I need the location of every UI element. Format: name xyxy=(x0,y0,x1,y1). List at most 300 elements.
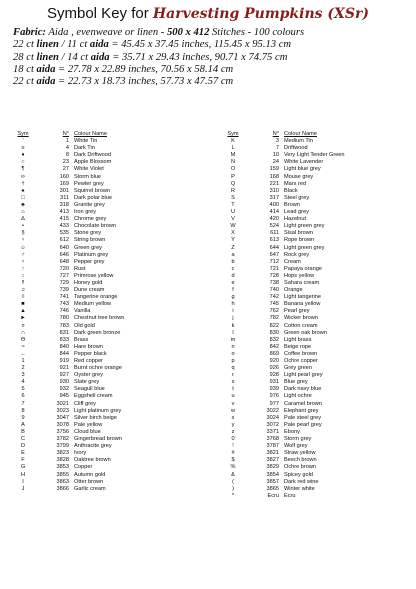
floss-number-cell: 783 xyxy=(59,322,69,329)
table-row xyxy=(10,237,184,244)
header-num: N° xyxy=(272,131,279,137)
colour-name-cell: Driftwood xyxy=(284,145,308,152)
floss-number-cell: 3828 xyxy=(56,457,69,464)
fabric-line xyxy=(13,27,304,39)
floss-number-cell: 762 xyxy=(269,308,279,315)
floss-number-cell: 3 xyxy=(275,138,279,145)
table-row xyxy=(10,472,184,479)
floss-number-cell: 712 xyxy=(269,258,279,265)
symbol-cell: • xyxy=(22,223,24,230)
table-row xyxy=(10,479,184,486)
colour-name-cell: Primrose yellow xyxy=(74,272,114,279)
symbol-cell: U xyxy=(230,209,236,216)
colour-name-cell: Brown xyxy=(284,201,300,208)
symbol-cell: E xyxy=(21,450,25,457)
floss-number-cell: 721 xyxy=(269,265,279,272)
table-row xyxy=(220,145,394,152)
floss-number-cell: 729 xyxy=(59,279,69,286)
table-header xyxy=(220,131,394,138)
symbol-cell: o xyxy=(231,350,235,357)
colour-name-cell: Ivory xyxy=(74,450,87,457)
colour-name-cell: Brass xyxy=(74,336,89,343)
symbol-cell: * xyxy=(231,492,235,499)
colour-name-cell: Light brass xyxy=(284,336,312,343)
table-row xyxy=(220,259,394,266)
colour-name-cell: String brown xyxy=(74,237,106,244)
header-name: Colour Name xyxy=(74,131,107,137)
table-row xyxy=(220,330,394,337)
table-row xyxy=(10,174,184,181)
floss-number-cell: 3823 xyxy=(56,450,69,457)
floss-number-cell: 3854 xyxy=(266,471,279,478)
colour-name-cell: Sisal brown xyxy=(284,230,313,237)
symbol-cell: Θ xyxy=(20,336,26,343)
symbol-cell: ← xyxy=(20,350,26,357)
symbol-cell: ( xyxy=(232,478,234,485)
colour-name-cell: Dark navy blue xyxy=(284,386,322,393)
colour-name-cell: Hops yellow xyxy=(284,272,315,279)
design-name: Harvesting Pumpkins (XSr) xyxy=(152,6,369,22)
floss-number-cell: 646 xyxy=(59,251,69,258)
table-row xyxy=(220,472,394,479)
table-row xyxy=(220,252,394,259)
symbol-cell: ¶ xyxy=(21,166,25,173)
colour-name-cell: Tangerine orange xyxy=(74,294,118,301)
table-row xyxy=(10,351,184,358)
colour-name-cell: Hazelnut xyxy=(284,216,307,223)
symbol-cell: C xyxy=(20,436,26,443)
floss-number-cell: 976 xyxy=(269,393,279,400)
table-row xyxy=(220,323,394,330)
floss-number-cell: 780 xyxy=(59,315,69,322)
colour-name-cell: Banana yellow xyxy=(284,301,321,308)
table-row xyxy=(10,308,184,315)
symbol-cell: h xyxy=(231,301,235,308)
symbol-cell: x xyxy=(231,414,235,421)
size-line: 28 ct linen / 14 ct aida = 35.71 x 29.43 inches, 90.71 x 74.75 cm xyxy=(13,51,288,63)
colour-name-cell: Ecru xyxy=(284,492,296,499)
colour-name-cell: Papaya orange xyxy=(284,265,322,272)
floss-number-cell: 648 xyxy=(59,258,69,265)
table-row xyxy=(10,401,184,408)
colour-name-cell: Ochre brown xyxy=(284,464,317,471)
floss-number-cell: 3827 xyxy=(266,457,279,464)
table-row xyxy=(10,436,184,443)
table-row xyxy=(220,337,394,344)
floss-number-cell: 844 xyxy=(59,350,69,357)
colour-name-cell: Green oak brown xyxy=(284,329,327,336)
symbol-cell: m xyxy=(230,336,236,343)
table-row xyxy=(220,138,394,145)
colour-name-cell: Storm grey xyxy=(284,436,312,443)
table-row xyxy=(220,365,394,372)
symbol-cell: d xyxy=(231,272,235,279)
floss-number-cell: 413 xyxy=(59,209,69,216)
table-row xyxy=(220,308,394,315)
colour-name-cell: Light blue grey xyxy=(284,166,321,173)
table-row xyxy=(220,223,394,230)
table-row xyxy=(10,259,184,266)
symbol-cell: y xyxy=(231,421,235,428)
colour-name-cell: White Lavender xyxy=(284,159,324,166)
symbol-cell: 7 xyxy=(21,400,25,407)
symbol-cell: N xyxy=(230,159,236,166)
colour-name-cell: Garlic cream xyxy=(74,485,106,492)
colour-name-cell: Eggshell cream xyxy=(74,393,113,400)
symbol-cell: L xyxy=(231,145,235,152)
table-row xyxy=(10,365,184,372)
colour-name-cell: Storm blue xyxy=(74,173,102,180)
table-row xyxy=(220,266,394,273)
table-row xyxy=(10,266,184,273)
symbol-cell: T xyxy=(231,201,235,208)
colour-name-cell: Beige rope xyxy=(284,343,312,350)
symbol-cell: 0 xyxy=(231,436,235,443)
title-prefix: Symbol Key for xyxy=(47,5,149,22)
symbol-cell: I xyxy=(22,478,24,485)
symbol-cell: ♣ xyxy=(21,201,25,208)
colour-name-cell: Ebony xyxy=(284,428,300,435)
symbol-cell: ↕ xyxy=(21,272,25,279)
floss-number-cell: 415 xyxy=(59,216,69,223)
table-row xyxy=(220,358,394,365)
floss-number-cell: 524 xyxy=(269,223,279,230)
table-row xyxy=(10,230,184,237)
colour-name-cell: Hare brown xyxy=(74,343,103,350)
floss-number-cell: 741 xyxy=(59,294,69,301)
symbol-cell: 4 xyxy=(21,379,25,386)
floss-number-cell: 317 xyxy=(269,194,279,201)
floss-number-cell: 3023 xyxy=(56,407,69,414)
table-row xyxy=(10,273,184,280)
table-row xyxy=(10,202,184,209)
floss-number-cell: 926 xyxy=(269,365,279,372)
floss-number-cell: 3799 xyxy=(56,443,69,450)
symbol-cell: ♀ xyxy=(20,258,26,265)
floss-number-cell: 740 xyxy=(269,287,279,294)
colour-name-cell: Slate grey xyxy=(74,379,100,386)
colour-name-cell: Elephant grey xyxy=(284,407,319,414)
table-row xyxy=(10,245,184,252)
symbol-cell: F xyxy=(21,457,25,464)
fabric-label: Fabric: xyxy=(13,27,46,38)
table-row xyxy=(10,294,184,301)
symbol-cell: ≡ xyxy=(21,145,25,152)
colour-name-cell: Dark Driftwood xyxy=(74,152,111,159)
colour-name-cell: Pearl grey xyxy=(284,308,310,315)
table-header xyxy=(10,131,184,138)
colour-name-cell: Light tangerine xyxy=(284,294,322,301)
colour-name-cell: Otter brown xyxy=(74,478,104,485)
fabric-types: Aida , evenweave or linen - xyxy=(45,27,167,38)
colour-name-cell: Orange xyxy=(284,287,303,294)
symbol-cell: u xyxy=(231,393,235,400)
floss-number-cell: 3857 xyxy=(266,478,279,485)
table-row xyxy=(10,195,184,202)
colour-name-cell: Pewter grey xyxy=(74,180,104,187)
floss-number-cell: Ecru xyxy=(267,492,279,499)
symbol-cell: ♦ xyxy=(21,152,25,159)
colour-name-cell: Vanilla xyxy=(74,308,91,315)
table-row xyxy=(220,464,394,471)
table-row xyxy=(220,493,394,500)
symbol-cell: J xyxy=(21,485,25,492)
symbol-cell: ∆ xyxy=(21,216,25,223)
table-row xyxy=(10,252,184,259)
colour-name-cell: Light green grey xyxy=(284,223,325,230)
floss-number-cell: 840 xyxy=(59,343,69,350)
table-row xyxy=(220,408,394,415)
floss-number-cell: 720 xyxy=(59,265,69,272)
floss-number-cell: 869 xyxy=(269,350,279,357)
symbol-cell: ′ xyxy=(22,138,24,145)
table-row xyxy=(10,323,184,330)
table-row xyxy=(10,287,184,294)
floss-number-cell: 221 xyxy=(269,180,279,187)
floss-number-cell: 318 xyxy=(59,201,69,208)
floss-number-cell: 728 xyxy=(269,272,279,279)
symbol-cell: Y xyxy=(231,237,235,244)
symbol-cell: 2 xyxy=(21,365,25,372)
colour-name-cell: Steel grey xyxy=(284,194,310,201)
floss-number-cell: 27 xyxy=(62,166,69,173)
table-row xyxy=(220,429,394,436)
floss-number-cell: 3821 xyxy=(266,450,279,457)
floss-number-cell: 159 xyxy=(269,166,279,173)
table-row xyxy=(10,330,184,337)
symbol-cell: D xyxy=(20,443,26,450)
floss-number-cell: 743 xyxy=(59,301,69,308)
symbol-cell: & xyxy=(231,471,235,478)
colour-name-cell: Straw yellow xyxy=(284,450,316,457)
table-row xyxy=(10,372,184,379)
table-row xyxy=(10,315,184,322)
table-row xyxy=(10,223,184,230)
symbol-cell: w xyxy=(230,407,236,414)
symbol-cell: q xyxy=(231,365,235,372)
symbol-cell: 1 xyxy=(21,358,25,364)
table-row xyxy=(220,209,394,216)
header-sym: Sym xyxy=(227,131,239,137)
floss-number-cell: 921 xyxy=(59,365,69,372)
colour-name-cell: Granite grey xyxy=(74,201,105,208)
colour-name-cell: Medium Tin xyxy=(284,138,313,145)
symbol-cell: t xyxy=(232,386,234,393)
colour-name-cell: Honey gold xyxy=(74,279,103,286)
stitch-count: 500 x 412 xyxy=(166,27,210,38)
table-row xyxy=(10,159,184,166)
symbol-cell: z xyxy=(231,428,235,435)
floss-number-cell: 647 xyxy=(269,251,279,258)
header-name: Colour Name xyxy=(284,131,317,137)
colour-name-cell: Chrome grey xyxy=(74,216,107,223)
colour-name-cell: Lead grey xyxy=(284,209,309,216)
symbol-cell: B xyxy=(21,428,25,435)
table-row xyxy=(10,152,184,159)
colour-name-cell: Chocolate brown xyxy=(74,223,116,230)
colour-name-cell: Cotton cream xyxy=(284,322,318,329)
colour-name-cell: Coffee brown xyxy=(284,350,318,357)
symbol-cell: A xyxy=(21,421,25,428)
floss-number-cell: 3768 xyxy=(266,436,279,443)
symbol-cell: 9 xyxy=(21,414,25,421)
floss-number-cell: 414 xyxy=(269,209,279,216)
table-row xyxy=(220,415,394,422)
floss-number-cell: 745 xyxy=(269,301,279,308)
size-line: 22 ct linen / 11 ct aida = 45.45 x 37.45 inches, 115.45 x 95.13 cm xyxy=(13,39,292,51)
table-row xyxy=(220,379,394,386)
colour-name-cell: Light platinum grey xyxy=(74,407,122,414)
symbol-cell: § xyxy=(21,230,25,237)
table-row xyxy=(10,216,184,223)
symbol-cell: ♫ xyxy=(20,287,26,294)
floss-number-cell: 3829 xyxy=(266,464,279,471)
floss-number-cell: 160 xyxy=(59,173,69,180)
floss-number-cell: 3021 xyxy=(56,400,69,407)
floss-number-cell: 932 xyxy=(59,386,69,393)
symbol-cell: ♂ xyxy=(20,251,26,258)
colour-name-cell: Dark polar blue xyxy=(74,194,112,201)
floss-number-cell: 400 xyxy=(269,201,279,208)
table-row xyxy=(10,280,184,287)
floss-number-cell: 939 xyxy=(269,386,279,393)
table-row xyxy=(220,273,394,280)
colour-name-cell: Oyster grey xyxy=(74,372,103,379)
colour-name-cell: Rope brown xyxy=(284,237,315,244)
table-row xyxy=(10,301,184,308)
colour-name-cell: Dune cream xyxy=(74,287,105,294)
symbol-cell: K xyxy=(231,138,235,145)
symbol-cell: ∞ xyxy=(21,173,25,180)
floss-number-cell: 1 xyxy=(65,138,69,145)
table-row xyxy=(10,450,184,457)
symbol-cell: ) xyxy=(232,485,234,492)
colour-name-cell: White Tin xyxy=(74,138,98,145)
table-row xyxy=(220,401,394,408)
table-row xyxy=(10,486,184,493)
table-row xyxy=(220,181,394,188)
symbol-cell: P xyxy=(231,173,235,180)
symbol-cell: M xyxy=(230,152,236,159)
table-row xyxy=(220,195,394,202)
colour-name-cell: Chestnut tree brown xyxy=(74,315,125,322)
symbol-cell: ■ xyxy=(21,301,25,308)
floss-number-cell: 640 xyxy=(59,244,69,251)
floss-number-cell: 746 xyxy=(59,308,69,315)
table-row xyxy=(220,315,394,322)
table-row xyxy=(10,457,184,464)
floss-number-cell: 3024 xyxy=(266,414,279,421)
colour-name-cell: Wolf grey xyxy=(284,443,308,450)
floss-number-cell: 822 xyxy=(269,322,279,329)
symbol-cell: n xyxy=(231,343,235,350)
symbol-cell: j xyxy=(232,315,234,322)
table-row xyxy=(220,152,394,159)
symbol-table-left xyxy=(10,131,184,493)
symbol-cell: S xyxy=(231,194,235,201)
table-row xyxy=(220,159,394,166)
page-title xyxy=(0,5,416,22)
symbol-cell: ♠ xyxy=(21,187,25,194)
floss-number-cell: 7 xyxy=(275,145,279,152)
table-row xyxy=(10,379,184,386)
symbol-cell: f xyxy=(232,287,234,294)
floss-number-cell: 310 xyxy=(269,187,279,194)
colour-name-cell: Sahara cream xyxy=(284,279,320,286)
symbol-cell: s xyxy=(231,379,235,386)
colour-name-cell: Dark red wine xyxy=(284,478,319,485)
table-row xyxy=(220,202,394,209)
table-row xyxy=(220,344,394,351)
floss-number-cell: 10 xyxy=(272,152,279,159)
symbol-cell: W xyxy=(230,223,236,230)
table-row xyxy=(220,280,394,287)
symbol-cell: H xyxy=(20,471,26,478)
colour-name-cell: Iron grey xyxy=(74,209,97,216)
table-row xyxy=(10,443,184,450)
floss-number-cell: 3866 xyxy=(56,485,69,492)
floss-number-cell: 931 xyxy=(269,379,279,386)
colour-name-cell: Anthracite grey xyxy=(74,443,112,450)
symbol-cell: 6 xyxy=(21,393,25,400)
table-row xyxy=(220,436,394,443)
symbol-cell: ► xyxy=(20,315,26,322)
floss-number-cell: 3072 xyxy=(266,421,279,428)
colour-name-cell: Mouse grey xyxy=(284,173,314,180)
symbol-cell: c xyxy=(231,265,235,272)
floss-number-cell: 738 xyxy=(269,279,279,286)
floss-number-cell: 742 xyxy=(269,294,279,301)
colour-name-cell: Spicey gold xyxy=(284,471,313,478)
colour-name-cell: Green grey xyxy=(74,244,102,251)
colour-name-cell: Black xyxy=(284,187,298,194)
symbol-cell: G xyxy=(20,464,26,471)
floss-number-cell: 8 xyxy=(65,152,69,159)
floss-number-cell: 23 xyxy=(62,159,69,166)
table-row xyxy=(220,457,394,464)
table-row xyxy=(220,443,394,450)
colour-name-cell: Pale yellow xyxy=(74,421,103,428)
colour-name-cell: Wicker brown xyxy=(284,315,318,322)
table-row xyxy=(10,393,184,400)
symbol-cell: % xyxy=(230,464,236,471)
floss-number-cell: 169 xyxy=(59,180,69,187)
colour-count: Stitches - 100 colours xyxy=(209,27,305,38)
symbol-cell: Z xyxy=(231,244,235,251)
table-row xyxy=(220,393,394,400)
floss-number-cell: 832 xyxy=(269,336,279,343)
colour-name-cell: Dark Tin xyxy=(74,145,95,152)
table-row xyxy=(10,166,184,173)
table-row xyxy=(220,386,394,393)
table-row xyxy=(10,386,184,393)
floss-number-cell: 3855 xyxy=(56,471,69,478)
floss-number-cell: 977 xyxy=(269,400,279,407)
symbol-cell: r xyxy=(232,372,234,379)
floss-number-cell: 945 xyxy=(59,393,69,400)
symbol-cell: g xyxy=(231,294,235,301)
symbol-cell: ☺ xyxy=(20,244,26,251)
table-row xyxy=(220,166,394,173)
table-row xyxy=(10,415,184,422)
floss-number-cell: 611 xyxy=(270,230,279,237)
colour-name-cell: Winter white xyxy=(284,485,315,492)
symbol-cell: ♀ xyxy=(20,237,26,244)
table-row xyxy=(220,237,394,244)
colour-name-cell: Very Light Tender Green xyxy=(284,152,345,159)
symbol-cell: p xyxy=(231,358,235,364)
size-line: 18 ct aida = 27.78 x 22.89 inches, 70.56 x 58.14 cm xyxy=(13,63,234,75)
